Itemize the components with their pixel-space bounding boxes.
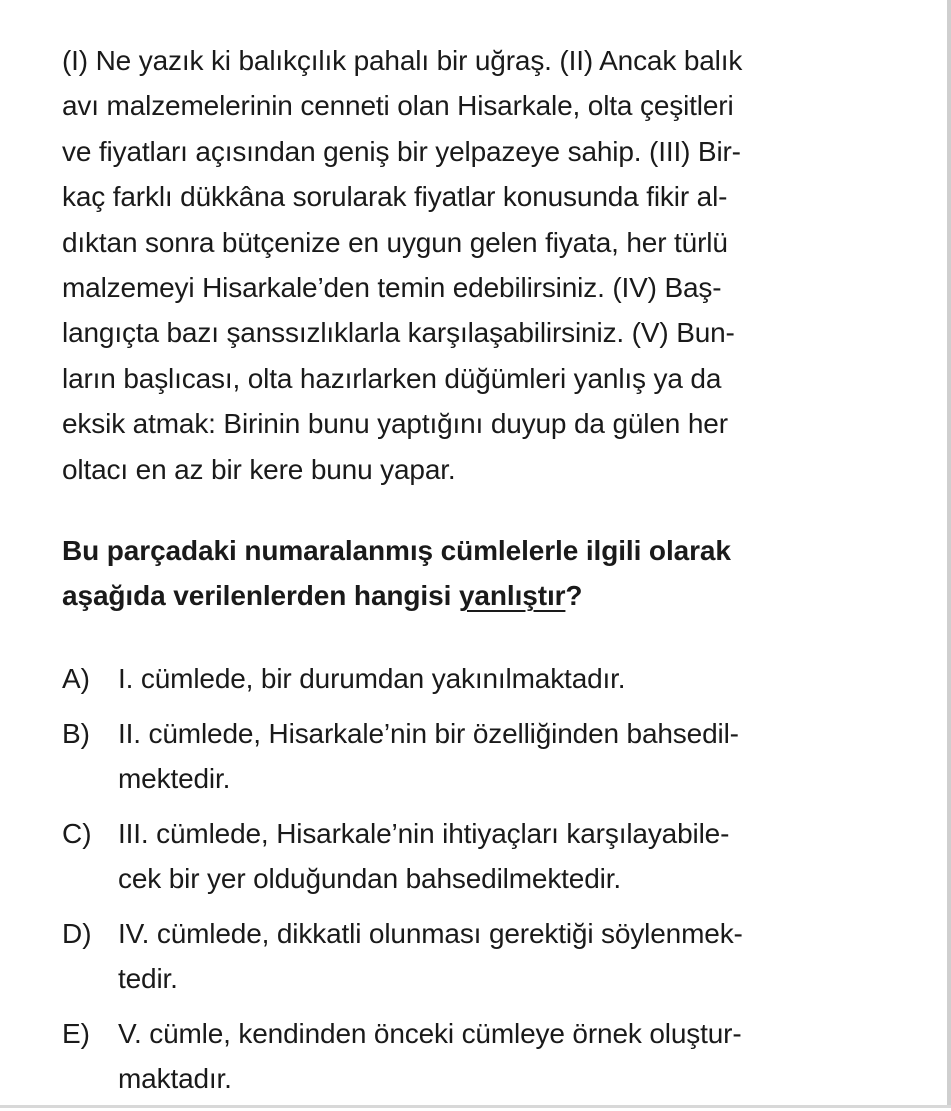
question-line: Bu parçadaki numaralanmış cümlelerle ilgili olarak (62, 534, 731, 566)
passage-line: ve fiyatları açısından geniş bir yelpazeye sahip. (III) Bir- (62, 135, 741, 167)
passage-line: langıçta bazı şanssızlıklarla karşılaşabilirsiniz. (V) Bun- (62, 317, 735, 349)
page-edge-right (947, 0, 951, 1108)
option-text: maktadır. (118, 1062, 232, 1094)
option-text: tedir. (118, 962, 178, 994)
option-letter: E) (62, 1017, 90, 1049)
option-letter: C) (62, 817, 92, 849)
passage-line: (I) Ne yazık ki balıkçılık pahalı bir uğraş. (II) Ancak balık (62, 45, 743, 76)
option-text: IV. cümlede, dikkatli olunması gerektiği söylenmek- (118, 917, 743, 949)
option-text: V. cümle, kendinden önceki cümleye örnek oluştur- (118, 1017, 742, 1049)
question-mark: ? (565, 579, 583, 611)
option-b[interactable] (62, 711, 874, 801)
question-line (62, 573, 874, 618)
passage-line: eksik atmak: Birinin bunu yaptığını duyup da gülen her (62, 408, 728, 440)
passage (62, 38, 874, 492)
negative-keyword: yanlıştır (458, 579, 566, 611)
option-letter: A) (62, 662, 90, 694)
option-d[interactable] (62, 911, 874, 1001)
option-letter: D) (62, 917, 92, 949)
question-stem (62, 528, 874, 618)
option-text: cek bir yer olduğundan bahsedilmektedir. (118, 862, 621, 894)
option-text: mektedir. (118, 762, 231, 794)
option-letter: B) (62, 717, 90, 749)
option-text: I. cümlede, bir durumdan yakınılmaktadır. (118, 662, 626, 694)
passage-line: dıktan sonra bütçenize en uygun gelen fiyata, her türlü (62, 226, 728, 258)
option-text: II. cümlede, Hisarkale’nin bir özelliğinden bahsedil- (118, 717, 739, 749)
passage-line: avı malzemelerinin cenneti olan Hisarkale, olta çeşitleri (62, 90, 734, 122)
option-c[interactable] (62, 811, 874, 901)
answer-options (62, 656, 874, 1101)
passage-line: malzemeyi Hisarkale’den temin edebilirsiniz. (IV) Baş- (62, 271, 722, 303)
passage-line: oltacı en az bir kere bunu yapar. (62, 453, 456, 485)
passage-line: kaç farklı dükkâna sorularak fiyatlar konusunda fikir al- (62, 181, 728, 213)
passage-line: ların başlıcası, olta hazırlarken düğümleri yanlış ya da (62, 362, 722, 394)
option-e[interactable] (62, 1011, 874, 1101)
option-a[interactable] (62, 656, 874, 701)
option-text: III. cümlede, Hisarkale’nin ihtiyaçları karşılayabile- (118, 817, 730, 849)
question-text: aşağıda verilenlerden hangisi (62, 579, 459, 611)
question-page (62, 38, 874, 1111)
